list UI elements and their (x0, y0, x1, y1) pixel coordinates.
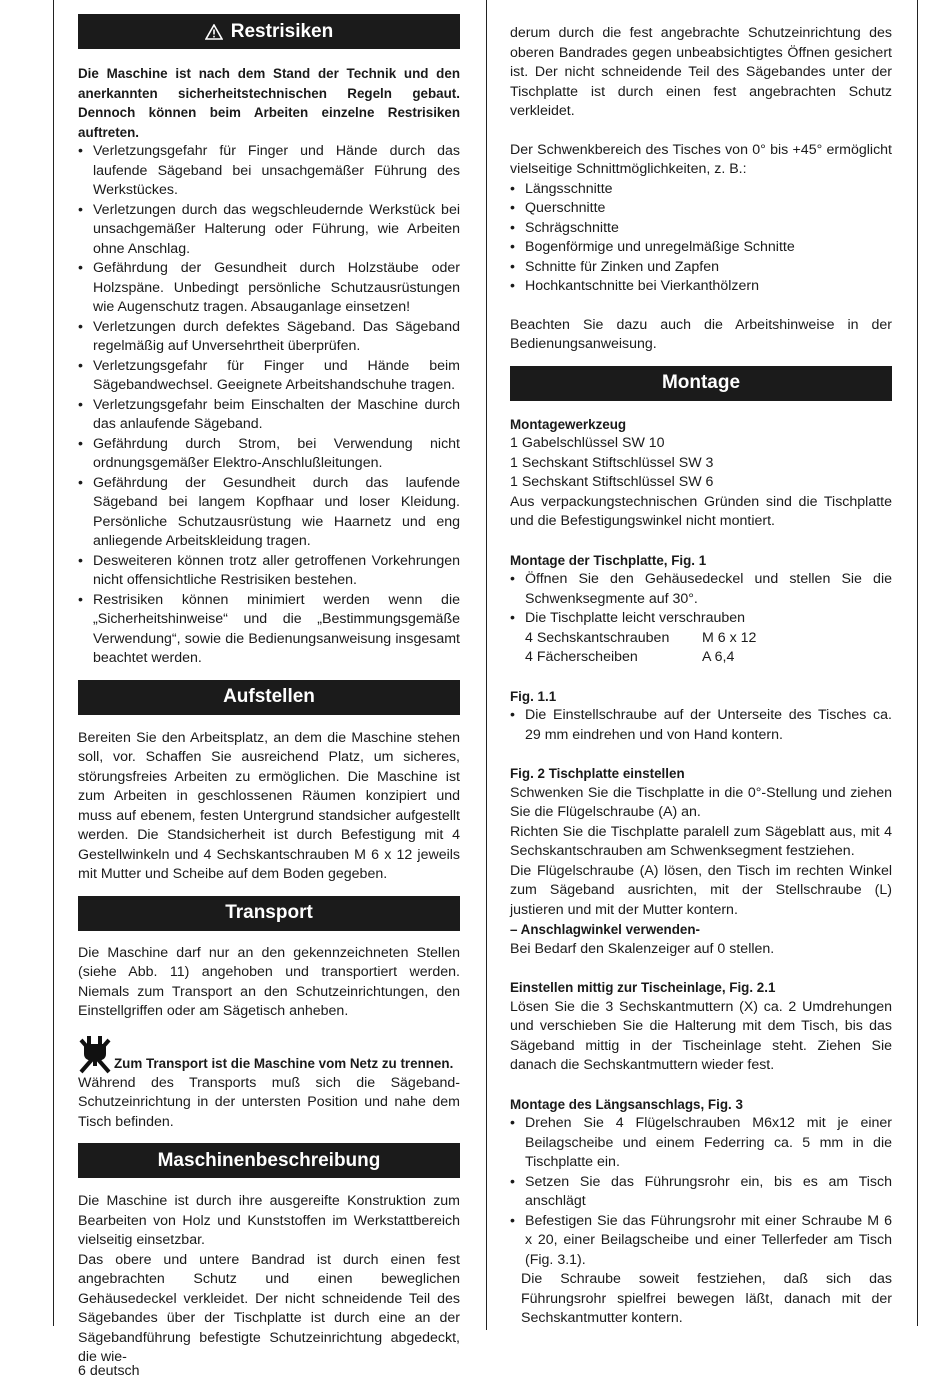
section-title: Montage (661, 372, 741, 394)
part-row: 4 Sechskantschrauben M 6 x 12 (525, 629, 757, 646)
fig2-text-4: Bei Bedarf den Skalenzeiger auf 0 stellen. (510, 940, 775, 957)
section-header-restrisiken (78, 14, 460, 49)
section-title: Maschinenbeschreibung (157, 1149, 381, 1171)
center-rule (486, 0, 487, 1330)
beschreibung-continued: derum durch die fest angebrachte Schutzeinrichtung des oberen Bandrades gegen unbeabsichtigtes Öffnen gesichert ist. Der nicht schneidende Teil des Sägebandes unter der Tischplatte ist durch einen fest angebrachten Schutz verkleidet. (510, 25, 892, 119)
right-column (510, 24, 892, 1329)
mittig-text: Lösen Sie die 3 Sechskantmuttern (X) ca. 2 Umdrehungen und verschieben Sie die Halterung mit dem Tisch, bis das Sägeband mittig in der Tischeinlage steht. Ziehen Sie danach die Sechskantmuttern wieder fest. (510, 998, 892, 1073)
list-item: • Verletzungsgefahr beim Einschalten der Maschine durch das anlaufende Sägeband. (78, 396, 460, 435)
list-item: • Öffnen Sie den Gehäusedeckel und stellen Sie die Schwenksegmente auf 30°. (510, 570, 892, 609)
fig2-heading: Fig. 2 Tischplatte einstellen (510, 766, 685, 781)
list-item: • Verletzungen durch defektes Sägeband. Das Sägeband regelmäßig auf Unversehrtheit überprüfen. (78, 318, 460, 357)
section-header-transport (78, 896, 460, 931)
section-title: Aufstellen (223, 686, 315, 708)
warning-triangle-icon (205, 24, 223, 40)
list-item: • Befestigen Sie das Führungsrohr mit einer Schraube M 6 x 20, einer Beilagscheibe und einer Tellerfeder am Tisch (Fig. 3.1). (510, 1212, 892, 1271)
list-item: • Restrisiken können minimiert werden wenn die „Sicherheitshinweise“ und die „Bestimmungsgemäße Verwendung“, sowie die Bedienungsanweisung insgesamt beachtet werden. (78, 591, 460, 669)
transport-warning-text: Zum Transport ist die Maschine vom Netz zu trennen. (114, 1056, 454, 1071)
list-item: • Längsschnitte (510, 180, 892, 200)
list-item: • Drehen Sie 4 Flügelschrauben M6x12 mit je einer Beilagscheibe und einem Federring ca. 5 mm in die Tischplatte ein. (510, 1114, 892, 1173)
werkzeug-item: 1 Sechskant Stiftschlüssel SW 3 (510, 454, 714, 471)
fig2-text-1: Schwenken Sie die Tischplatte in die 0°-Stellung und ziehen Sie die Flügelschraube (A) an. (510, 784, 892, 820)
left-column (78, 14, 460, 1368)
schwenk-text: Der Schwenkbereich des Tisches von 0° bis +45° ermöglicht vielseitige Schnittmöglichkeiten, z. B.: (510, 141, 892, 177)
section-header-montage (510, 366, 892, 401)
list-item: • Verletzungsgefahr für Finger und Hände durch das laufende Sägeband bei unsachgemäßer Führung des Werkstückes. (78, 142, 460, 201)
tisch-list (510, 570, 892, 629)
fig11-heading: Fig. 1.1 (510, 688, 557, 704)
list-item: • Verletzungsgefahr für Finger und Hände beim Sägebandwechsel. Geeignete Arbeitshandschuhe tragen. (78, 357, 460, 396)
transport-warning (78, 1034, 460, 1074)
section-header-maschinenbeschreibung (78, 1143, 460, 1178)
werkzeug-item: 1 Sechskant Stiftschlüssel SW 6 (510, 474, 714, 490)
beschreibung-p1: Die Maschine ist durch ihre ausgereifte Konstruktion zum Bearbeiten von Holz und Kunststoffen im Werkstattbereich vielseitig einsetzbar. (78, 1193, 460, 1248)
list-item: • Die Tischplatte leicht verschrauben (510, 609, 892, 629)
restrisiken-intro: Die Maschine ist nach dem Stand der Technik und den anerkannten sicherheitstechnischen Regeln gebaut. Dennoch können beim Arbeiten einzelne Restrisiken auftreten. (78, 66, 460, 140)
list-item: • Querschnitte (510, 199, 892, 219)
laengs-heading: Montage des Längsanschlags, Fig. 3 (510, 1096, 743, 1112)
transport-text-2: Während des Transports muß sich die Sägeband-Schutzeinrichtung in der untersten Position und nahe dem Tisch befinden. (78, 1074, 460, 1130)
list-item: • Hochkantschnitte bei Vierkanthölzern (510, 277, 892, 297)
right-margin-rule (917, 0, 918, 1326)
list-item: • Schrägschnitte (510, 219, 892, 239)
list-item: • Gefährdung der Gesundheit durch Holzstäube oder Holzspäne. Unbedingt persönliche Schutzausrüstungen wie Augenschutz tragen. Absauganlage einsetzen! (78, 259, 460, 318)
list-item: • Die Einstellschraube auf der Unterseite des Tisches ca. 29 mm eindrehen und von Hand kontern. (510, 706, 892, 745)
list-item: • Gefährdung durch Strom, bei Verwendung nicht ordnungsgemäßer Elektro-Anschlußleitungen. (78, 435, 460, 474)
list-item: • Setzen Sie das Führungsrohr ein, bis es am Tisch anschlägt (510, 1173, 892, 1212)
list-item: • Bogenförmige und unregelmäßige Schnitte (510, 238, 892, 258)
werkzeug-heading: Montagewerkzeug (510, 416, 627, 432)
laengs-end-text: Die Schraube soweit festziehen, daß sich das Führungsrohr spielfrei bewegen läßt, danach mit der Sechskantmutter kontern. (521, 1271, 892, 1326)
beschreibung-p2: Das obere und untere Bandrad ist durch einen fest angebrachten Schutz und einen beweglichen Gehäusedeckel verkleidet. Der nicht schneidende Teil des Sägebandes über der Tischplatte ist durch eine an der Sägebandführung befestigte Schutzeinrichtung abgedeckt, die wie- (78, 1251, 460, 1365)
list-item: • Schnitte für Zinken und Zapfen (510, 258, 892, 278)
beachten-text: Beachten Sie dazu auch die Arbeitshinweise in der Bedienungsanweisung. (510, 316, 892, 352)
section-header-aufstellen (78, 680, 460, 715)
restrisiken-list (78, 142, 460, 669)
aufstellen-text: Bereiten Sie den Arbeitsplatz, an dem die Maschine stehen soll, vor. Schaffen Sie ausreichend Platz, um sicheres, störungsfreies Arbeiten zu ermöglichen. Die Maschine ist zum Arbeiten in geschlossenen Räumen konzipiert und muss auf ebenem, festen Untergrund standsicher aufgestellt werden. Die Standsicherheit ist durch Befestigung mit 4 Gestellwinkeln und 4 Sechskantschrauben M 6 x 12 jeweils mit Mutter und Scheibe auf dem Boden gegeben. (78, 729, 460, 882)
part-row: 4 Fächerscheiben A 6,4 (525, 649, 735, 665)
fig2-text-3: Die Flügelschraube (A) lösen, den Tisch im rechten Winkel zum Sägeband ausrichten, mit der Stellschraube (L) justieren und mit der Mutter kontern. (510, 862, 892, 918)
list-item: • Gefährdung der Gesundheit durch das laufende Sägeband bei langem Kopfhaar und loser Kleidung. Persönliche Schutzausrüstung wie Haarnetz und eng anliegende Arbeitskleidung tragen. (78, 474, 460, 552)
cuts-list (510, 180, 892, 297)
section-title: Transport (225, 902, 313, 924)
unplug-icon (78, 1034, 112, 1074)
section-title: Restrisiken (230, 20, 334, 42)
list-item: • Desweiteren können trotz aller getroffenen Vorkehrungen nicht offensichtliche Restrisiken bestehen. (78, 552, 460, 591)
tisch-heading: Montage der Tischplatte, Fig. 1 (510, 552, 707, 568)
list-item: • Verletzungen durch das wegschleudernde Werkstück bei unsachgemäßer Halterung oder Führung, wie Arbeiten ohne Anschlag. (78, 201, 460, 260)
page-footer: 6 deutsch (78, 1363, 140, 1379)
werkzeug-item: 1 Gabelschlüssel SW 10 (510, 435, 665, 451)
laengs-list (510, 1114, 892, 1270)
werkzeug-note: Aus verpackungstechnischen Gründen sind die Tischplatte und die Befestigungswinkel nicht montiert. (510, 493, 892, 529)
transport-text: Die Maschine darf nur an den gekennzeichneten Stellen (siehe Abb. 11) angehoben und transportiert werden. Niemals zum Transport an den Schutzeinrichtungen, den Einstellgriffen oder am Sägetisch anheben. (78, 944, 460, 1019)
fig2-bold-note: – Anschlagwinkel verwenden- (510, 922, 701, 937)
fig2-text-2: Richten Sie die Tischplatte paralell zum Sägeblatt aus, mit 4 Sechskantschrauben am Schwenksegment festziehen. (510, 823, 892, 859)
fig11-list (510, 706, 892, 745)
mittig-heading: Einstellen mittig zur Tischeinlage, Fig. 2.1 (510, 980, 776, 995)
left-margin-rule (53, 0, 54, 1326)
